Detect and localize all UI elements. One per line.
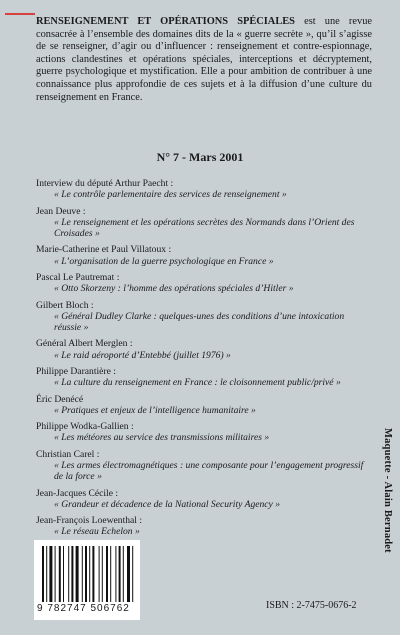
entry-author: Jean-François Loewenthal : — [36, 515, 143, 527]
contents-entry — [36, 272, 372, 294]
entry-author: Pascal Le Pautremat : — [36, 271, 120, 283]
entry-title: « Le renseignement et les opérations secrètes des Normands dans l’Orient des Croisades » — [54, 216, 355, 239]
journal-name: RENSEIGNEMENT ET OPÉRATIONS SPÉCIALES — [36, 16, 295, 27]
contents-entry — [36, 421, 372, 443]
entry-author: Interview du député Arthur Paecht : — [36, 178, 174, 189]
barcode-bar — [92, 546, 94, 602]
barcode-bar — [123, 546, 124, 602]
intro-paragraph — [36, 16, 372, 104]
entry-title: « La culture du renseignement en France : le cloisonnement public/privé » — [54, 377, 341, 389]
issue-heading: N° 7 - Mars 2001 — [156, 150, 244, 164]
barcode-bar — [42, 546, 44, 602]
entry-author: Général Albert Merglen : — [36, 338, 133, 350]
table-of-contents — [36, 178, 372, 543]
entry-title: « Otto Skorzeny : l’homme des opérations spéciales d’Hitler » — [54, 283, 294, 295]
barcode-number: 9 782747 506762 — [37, 603, 130, 614]
barcode-bar — [85, 546, 87, 602]
barcode-bar — [49, 546, 52, 602]
entry-author: Philippe Wodka-Gallien : — [36, 421, 134, 433]
entry-author: Christian Carel : — [36, 448, 100, 460]
entry-title: « Les armes électromagnétiques : une composante pour l’engagement progressif de la force » — [54, 459, 364, 483]
barcode-bar — [55, 546, 56, 602]
barcode-bar — [106, 546, 108, 602]
entry-title: « Grandeur et décadence de la National Security Agency » — [54, 498, 281, 510]
entry-author: Marie-Catherine et Paul Villatoux : — [36, 244, 172, 256]
barcode-bar — [99, 546, 100, 602]
barcode-bars — [42, 546, 134, 602]
barcode-bar — [68, 546, 69, 602]
barcode-bar — [71, 546, 73, 602]
entry-author: Gilbert Bloch : — [36, 299, 94, 311]
entry-title: « Le contrôle parlementaire des services de renseignement » — [54, 189, 287, 201]
barcode-bar — [119, 546, 121, 602]
entry-title: « Général Dudley Clarke : quelques-unes des conditions d’une intoxication réussie » — [54, 310, 345, 333]
barcode-bar — [115, 546, 116, 602]
barcode-bar — [59, 546, 61, 602]
barcode-bar — [63, 546, 64, 602]
barcode-bar — [82, 546, 83, 602]
contents-entry — [36, 338, 372, 360]
contents-entry — [36, 300, 372, 334]
contents-entry — [36, 244, 372, 266]
contents-entry — [36, 449, 372, 483]
design-credit: Maquette - Alain Bernadet — [382, 428, 393, 553]
entry-title: « Le raid aéroporté d’Entebbé (juillet 1976) » — [54, 349, 231, 361]
entry-author: Jean Deuve : — [36, 205, 86, 217]
entry-title: « L’organisation de la guerre psychologique en France » — [54, 255, 274, 267]
contents-entry — [36, 178, 372, 200]
barcode-bar — [110, 546, 111, 602]
contents-entry — [36, 515, 372, 537]
isbn: ISBN : 2-7475-0676-2 — [266, 600, 357, 611]
barcode-bar — [132, 546, 133, 602]
barcode-bar — [89, 546, 90, 602]
entry-author: Éric Denécé — [36, 393, 84, 405]
barcode — [34, 540, 140, 620]
barcode-bar — [127, 546, 130, 602]
entry-title: « Pratiques et enjeux de l’intelligence humanitaire » — [54, 404, 256, 416]
barcode-bar — [76, 546, 79, 602]
entry-author: Jean-Jacques Cécile : — [36, 487, 119, 499]
intro-text: est une revue consacrée à l’ensemble des domaines dits de la « guerre secrète », qu’il s’agisse de se renseigner, d’agir ou d’influencer : renseignement et contre-espionnage, actions clandestines et opérations spéciales, interceptions et décryptement, guerre psychologique et mystification. Elle a pour ambition de contribuer à une connaissance plus approfondie de ces sujets et à la diffusion d’une culture du renseignement en France. — [36, 16, 372, 103]
barcode-bar — [102, 546, 103, 602]
contents-entry — [36, 394, 372, 416]
entry-author: Philippe Darantière : — [36, 365, 116, 377]
barcode-bar — [46, 546, 47, 602]
contents-entry — [36, 206, 372, 240]
red-accent-mark — [5, 13, 35, 15]
contents-entry — [36, 366, 372, 388]
contents-entry — [36, 488, 372, 510]
entry-title: « Le réseau Echelon » — [54, 526, 140, 538]
entry-title: « Les météores au service des transmissions militaires » — [54, 432, 270, 444]
